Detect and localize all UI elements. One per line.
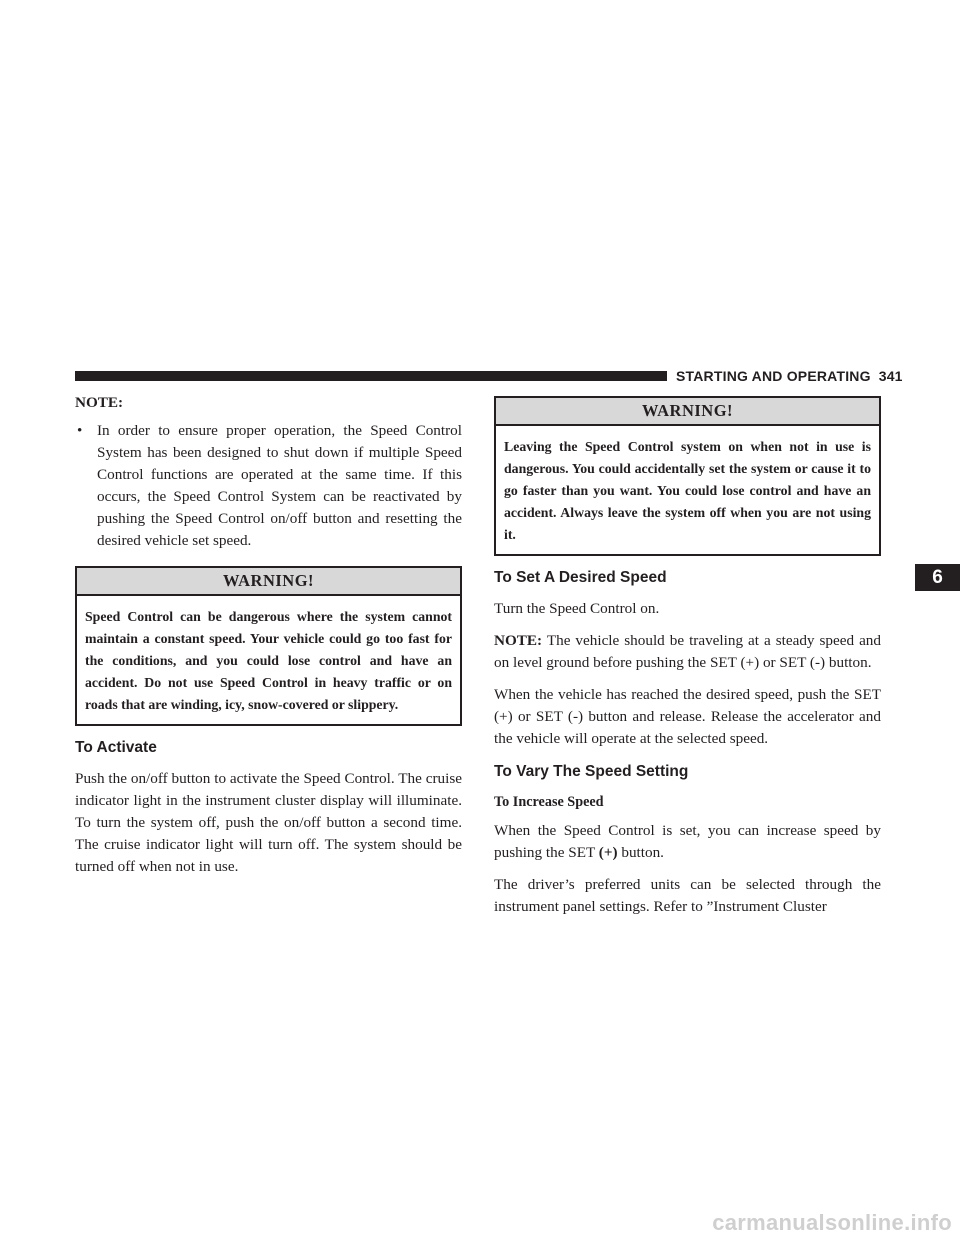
activate-paragraph: Push the on/off button to activate the Speed Control. The cruise indicator light in the instrument cluster display will illuminate. To turn the system off, push the on/off button a second time. The cruise indicator light will turn off. The system should be turned off when not in use. [75, 770, 462, 875]
units-paragraph: The driver’s preferred units can be selected through the instrument panel settings. Refer to ”Instrument Cluster [494, 876, 881, 915]
warning-text: Leaving the Speed Control system on when not in use is dangerous. You could accidentally set the system or cause it to go faster than you want. You could lose control and have an accident. Always leave the system off when you are not using it. [504, 439, 871, 542]
running-header [676, 367, 903, 385]
heading-increase-speed: To Increase Speed [494, 794, 604, 810]
warning-title: WARNING! [496, 398, 879, 426]
warning-title: WARNING! [77, 568, 460, 596]
warning-box [75, 566, 462, 726]
page-number: 341 [878, 368, 903, 384]
left-column [75, 392, 462, 888]
set-note-text: The vehicle should be traveling at a steady speed and on level ground before pushing the SET (+) or SET (-) button. [494, 632, 881, 671]
note-label: NOTE: [75, 394, 124, 411]
watermark: carmanualsonline.info [712, 1210, 952, 1235]
warning-box [494, 396, 881, 556]
note-label: NOTE: [494, 632, 543, 649]
section-title: STARTING AND OPERATING [676, 368, 871, 384]
increase-text-a: When the Speed Control is set, you can increase speed by pushing the SET [494, 822, 881, 861]
bullet-icon: • [77, 422, 83, 439]
increase-text-plus: (+) [598, 844, 618, 861]
note-bullet [75, 420, 462, 552]
heading-set-desired-speed: To Set A Desired Speed [494, 569, 667, 586]
chapter-tab: 6 [915, 564, 960, 591]
header-rule [75, 371, 667, 381]
heading-to-activate: To Activate [75, 739, 157, 756]
set-note-paragraph [494, 630, 881, 674]
set-paragraph-1: Turn the Speed Control on. [494, 600, 660, 617]
right-column [494, 392, 881, 928]
warning-text: Speed Control can be dangerous where the system cannot maintain a constant speed. Your vehicle could go too fast for the conditions, and you could lose control and have an accident. Do not use Speed Control in heavy traffic or on roads that are winding, icy, snow-covered or slippery. [85, 609, 452, 712]
increase-text-c: button. [617, 844, 664, 861]
heading-vary-speed: To Vary The Speed Setting [494, 763, 689, 780]
note-bullet-text: In order to ensure proper operation, the Speed Control System has been designed to shut down if multiple Speed Control functions are operated at the same time. If this occurs, the Speed Control System can be reactivated by pushing the Speed Control on/off button and resetting the desired vehicle set speed. [97, 422, 462, 549]
set-paragraph-2: When the vehicle has reached the desired speed, push the SET (+) or SET (-) button and release. Release the accelerator and the vehicle will operate at the selected speed. [494, 686, 881, 747]
increase-paragraph [494, 820, 881, 864]
